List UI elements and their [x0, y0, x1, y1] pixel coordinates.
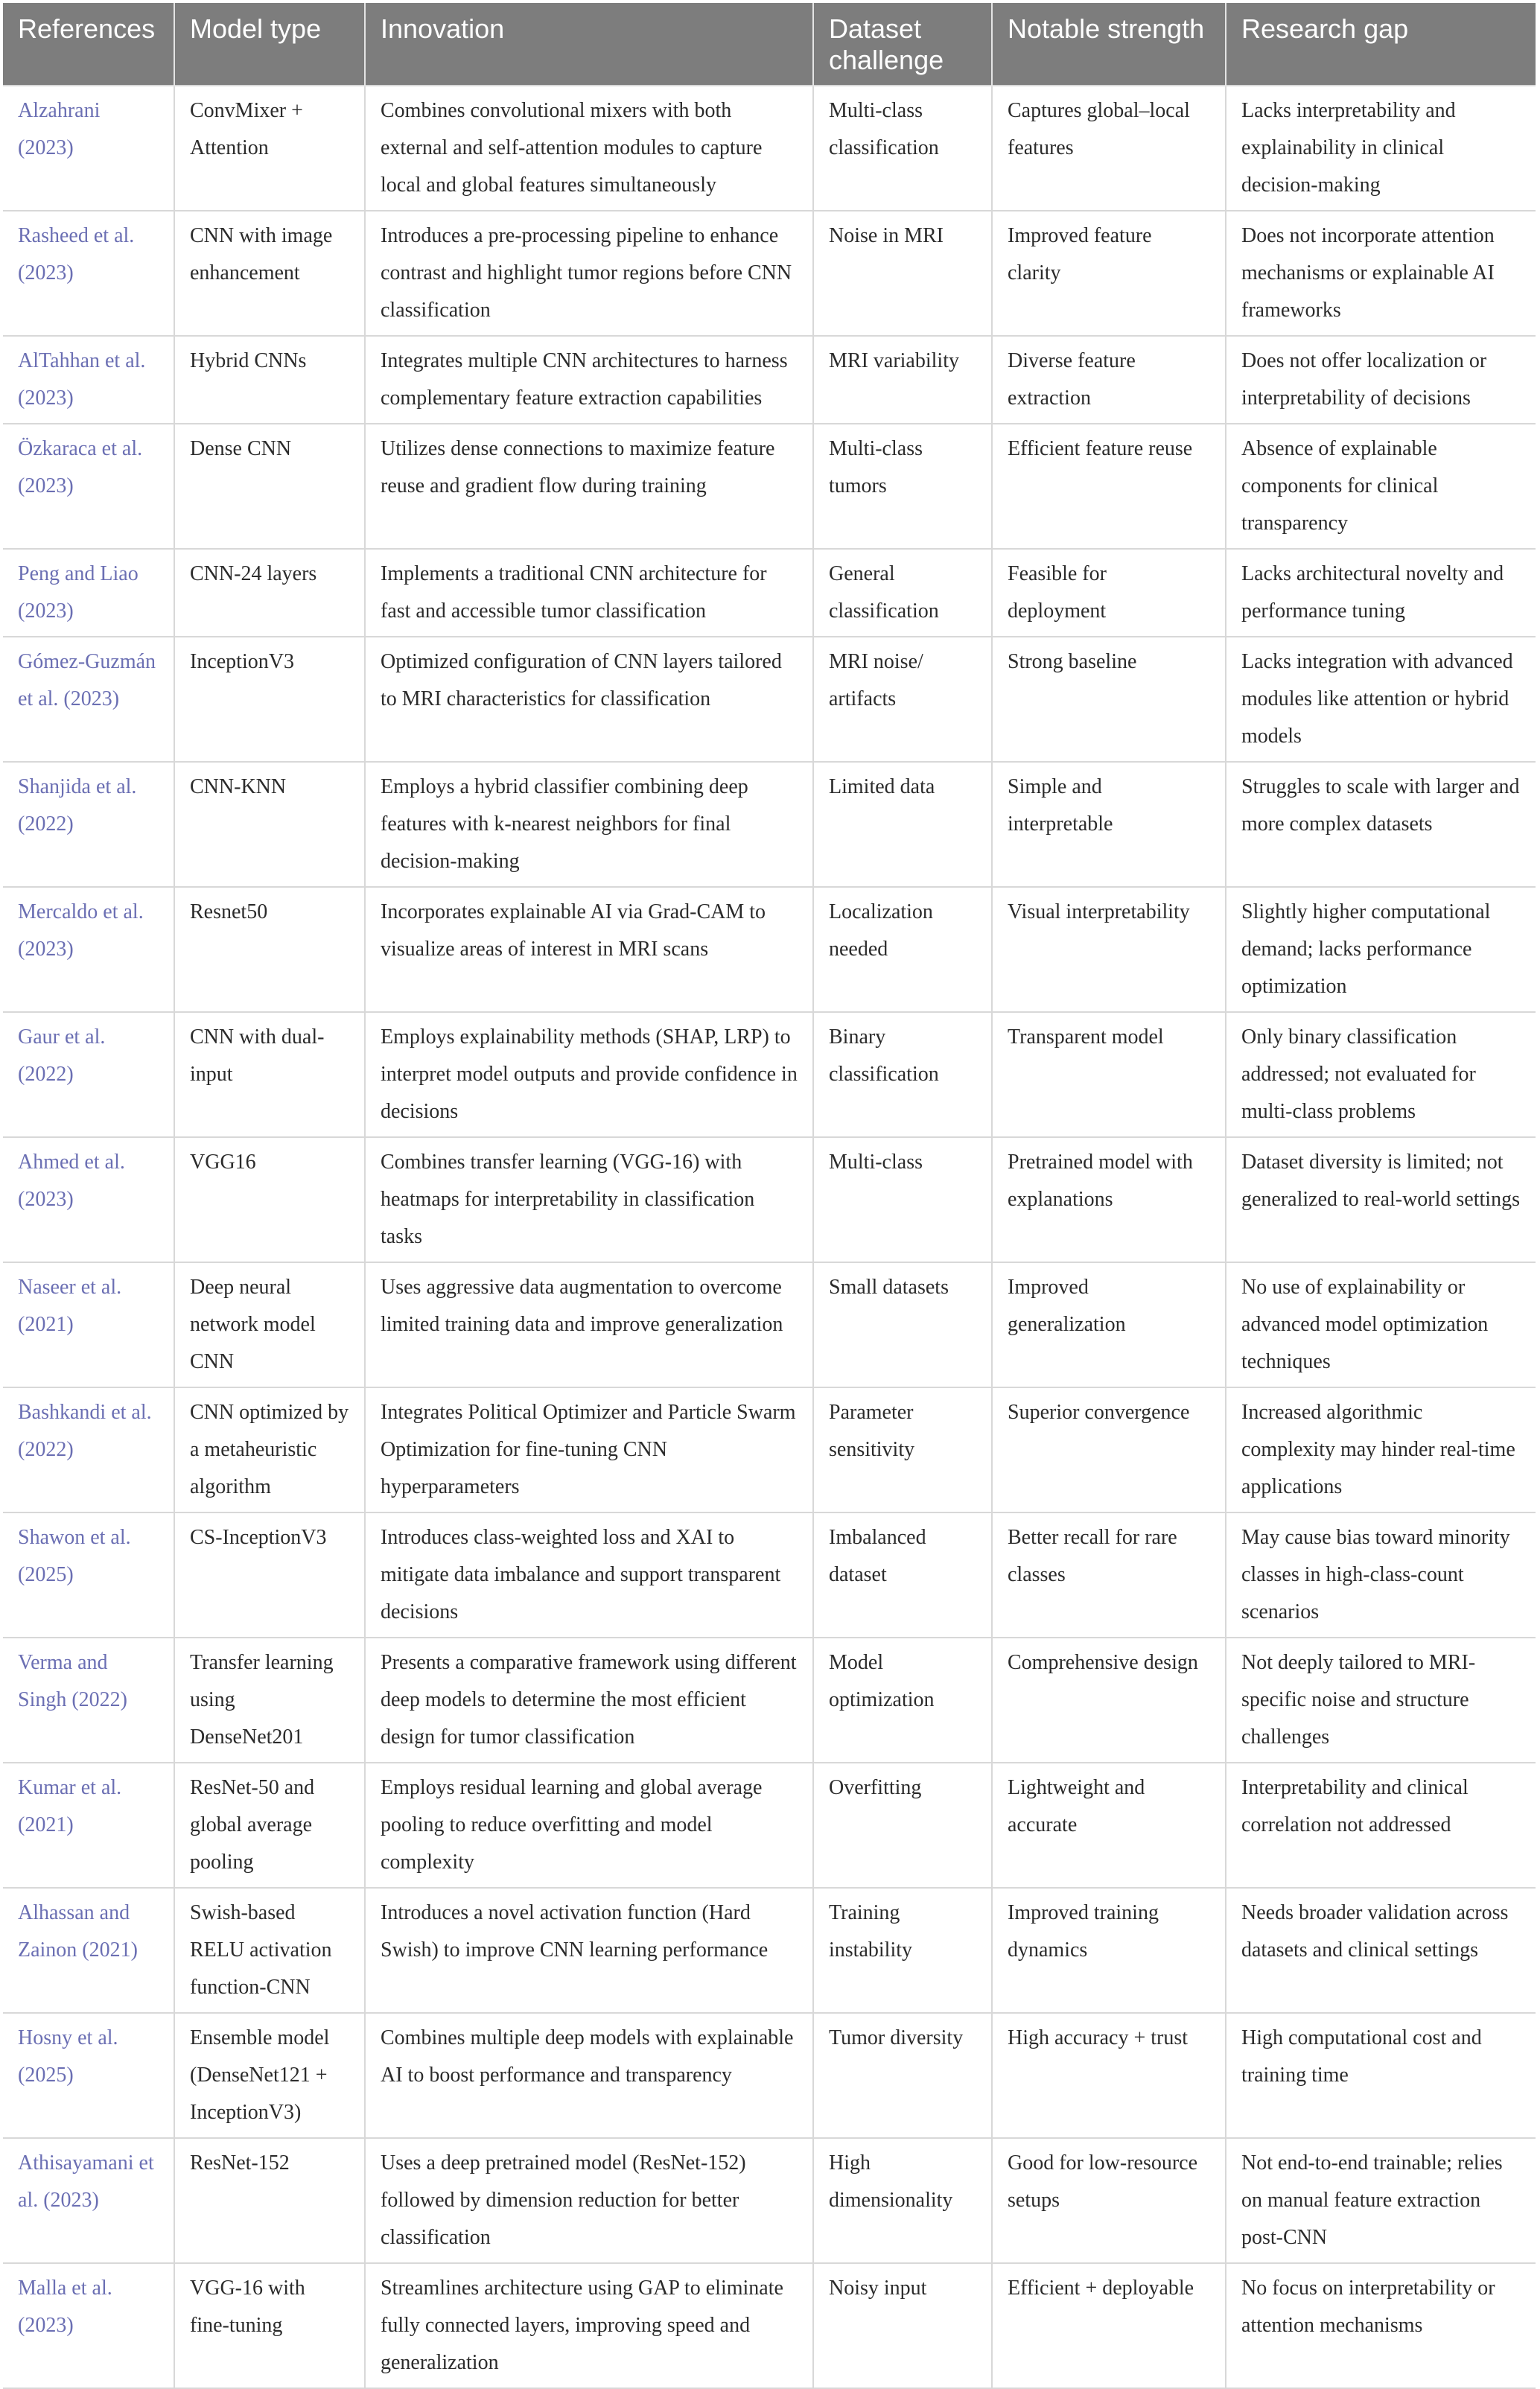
innovation-cell: Implements a traditional CNN architecture for fast and accessible tumor classification — [365, 549, 813, 637]
reference-link[interactable]: Rasheed et al. (2023) — [3, 211, 174, 336]
notable-strength-cell: Better recall for rare classes — [992, 1512, 1226, 1638]
model-type-cell: Resnet50 — [174, 887, 365, 1012]
dataset-challenge-cell: Noisy input — [813, 2263, 992, 2388]
model-type-cell: CS-InceptionV3 — [174, 1512, 365, 1638]
references-table-container — [3, 3, 1536, 2389]
notable-strength-cell: Efficient feature reuse — [992, 424, 1226, 549]
innovation-cell: Introduces a novel activation function (Hard Swish) to improve CNN learning performance — [365, 1888, 813, 2013]
table-row — [3, 1137, 1536, 1262]
table-row — [3, 637, 1536, 762]
research-gap-cell: High computational cost and training time — [1226, 2013, 1536, 2138]
reference-link[interactable]: Shanjida et al. (2022) — [3, 762, 174, 887]
research-gap-cell: Increased algorithmic complexity may hinder real-time applications — [1226, 1387, 1536, 1512]
notable-strength-cell: Pretrained model with explanations — [992, 1137, 1226, 1262]
references-table — [3, 3, 1536, 2389]
reference-link[interactable]: Peng and Liao (2023) — [3, 549, 174, 637]
dataset-challenge-cell: Training instability — [813, 1888, 992, 2013]
notable-strength-cell: Captures global–local features — [992, 86, 1226, 211]
model-type-cell: VGG-16 with fine-tuning — [174, 2263, 365, 2388]
research-gap-cell: Interpretability and clinical correlation not addressed — [1226, 1763, 1536, 1888]
model-type-cell: Transfer learning using DenseNet201 — [174, 1638, 365, 1763]
table-row — [3, 1262, 1536, 1387]
header-model-type: Model type — [174, 3, 365, 86]
table-row — [3, 424, 1536, 549]
table-row — [3, 211, 1536, 336]
research-gap-cell: Does not offer localization or interpretability of decisions — [1226, 336, 1536, 424]
model-type-cell: Ensemble model (DenseNet121 + InceptionV3) — [174, 2013, 365, 2138]
reference-link[interactable]: Hosny et al. (2025) — [3, 2013, 174, 2138]
model-type-cell: ResNet-152 — [174, 2138, 365, 2263]
model-type-cell: ConvMixer + Attention — [174, 86, 365, 211]
dataset-challenge-cell: Imbalanced dataset — [813, 1512, 992, 1638]
dataset-challenge-cell: Multi-class tumors — [813, 424, 992, 549]
reference-link[interactable]: Shawon et al. (2025) — [3, 1512, 174, 1638]
innovation-cell: Optimized configuration of CNN layers tailored to MRI characteristics for classification — [365, 637, 813, 762]
dataset-challenge-cell: MRI variability — [813, 336, 992, 424]
dataset-challenge-cell: Binary classification — [813, 1012, 992, 1137]
dataset-challenge-cell: Tumor diversity — [813, 2013, 992, 2138]
research-gap-cell: Not deeply tailored to MRI-specific noise and structure challenges — [1226, 1638, 1536, 1763]
reference-link[interactable]: Verma and Singh (2022) — [3, 1638, 174, 1763]
dataset-challenge-cell: Small datasets — [813, 1262, 992, 1387]
innovation-cell: Introduces class-weighted loss and XAI to mitigate data imbalance and support transparent decisions — [365, 1512, 813, 1638]
table-row — [3, 1763, 1536, 1888]
dataset-challenge-cell: Parameter sensitivity — [813, 1387, 992, 1512]
reference-link[interactable]: AlTahhan et al. (2023) — [3, 336, 174, 424]
reference-link[interactable]: Alzahrani (2023) — [3, 86, 174, 211]
reference-link[interactable]: Malla et al. (2023) — [3, 2263, 174, 2388]
header-notable-strength: Notable strength — [992, 3, 1226, 86]
innovation-cell: Integrates multiple CNN architectures to harness complementary feature extraction capabilities — [365, 336, 813, 424]
innovation-cell: Incorporates explainable AI via Grad-CAM to visualize areas of interest in MRI scans — [365, 887, 813, 1012]
table-row — [3, 2263, 1536, 2388]
reference-link[interactable]: Kumar et al. (2021) — [3, 1763, 174, 1888]
reference-link[interactable]: Gaur et al. (2022) — [3, 1012, 174, 1137]
notable-strength-cell: Improved feature clarity — [992, 211, 1226, 336]
model-type-cell: CNN-24 layers — [174, 549, 365, 637]
dataset-challenge-cell: General classification — [813, 549, 992, 637]
notable-strength-cell: High accuracy + trust — [992, 2013, 1226, 2138]
reference-link[interactable]: Mercaldo et al. (2023) — [3, 887, 174, 1012]
table-row — [3, 549, 1536, 637]
header-innovation: Innovation — [365, 3, 813, 86]
notable-strength-cell: Diverse feature extraction — [992, 336, 1226, 424]
dataset-challenge-cell: MRI noise/ artifacts — [813, 637, 992, 762]
innovation-cell: Streamlines architecture using GAP to eliminate fully connected layers, improving speed and generalization — [365, 2263, 813, 2388]
dataset-challenge-cell: Overfitting — [813, 1763, 992, 1888]
reference-link[interactable]: Alhassan and Zainon (2021) — [3, 1888, 174, 2013]
research-gap-cell: Slightly higher computational demand; lacks performance optimization — [1226, 887, 1536, 1012]
header-dataset-challenge: Dataset challenge — [813, 3, 992, 86]
notable-strength-cell: Simple and interpretable — [992, 762, 1226, 887]
dataset-challenge-cell: Limited data — [813, 762, 992, 887]
notable-strength-cell: Lightweight and accurate — [992, 1763, 1226, 1888]
innovation-cell: Combines transfer learning (VGG-16) with heatmaps for interpretability in classification tasks — [365, 1137, 813, 1262]
notable-strength-cell: Strong baseline — [992, 637, 1226, 762]
table-row — [3, 1888, 1536, 2013]
model-type-cell: Swish-based RELU activation function-CNN — [174, 1888, 365, 2013]
model-type-cell: Dense CNN — [174, 424, 365, 549]
table-row — [3, 887, 1536, 1012]
model-type-cell: CNN-KNN — [174, 762, 365, 887]
innovation-cell: Uses a deep pretrained model (ResNet-152) followed by dimension reduction for better classification — [365, 2138, 813, 2263]
innovation-cell: Uses aggressive data augmentation to overcome limited training data and improve generalization — [365, 1262, 813, 1387]
model-type-cell: VGG16 — [174, 1137, 365, 1262]
dataset-challenge-cell: Multi-class classification — [813, 86, 992, 211]
model-type-cell: InceptionV3 — [174, 637, 365, 762]
research-gap-cell: Does not incorporate attention mechanisms or explainable AI frameworks — [1226, 211, 1536, 336]
innovation-cell: Utilizes dense connections to maximize feature reuse and gradient flow during training — [365, 424, 813, 549]
innovation-cell: Presents a comparative framework using different deep models to determine the most efficient design for tumor classification — [365, 1638, 813, 1763]
dataset-challenge-cell: High dimensionality — [813, 2138, 992, 2263]
reference-link[interactable]: Gómez-Guzmán et al. (2023) — [3, 637, 174, 762]
reference-link[interactable]: Athisayamani et al. (2023) — [3, 2138, 174, 2263]
model-type-cell: CNN with dual-input — [174, 1012, 365, 1137]
reference-link[interactable]: Naseer et al. (2021) — [3, 1262, 174, 1387]
table-row — [3, 2013, 1536, 2138]
innovation-cell: Employs explainability methods (SHAP, LRP) to interpret model outputs and provide confidence in decisions — [365, 1012, 813, 1137]
table-row — [3, 1638, 1536, 1763]
reference-link[interactable]: Bashkandi et al. (2022) — [3, 1387, 174, 1512]
research-gap-cell: Dataset diversity is limited; not generalized to real-world settings — [1226, 1137, 1536, 1262]
dataset-challenge-cell: Model optimization — [813, 1638, 992, 1763]
notable-strength-cell: Improved generalization — [992, 1262, 1226, 1387]
research-gap-cell: No use of explainability or advanced model optimization techniques — [1226, 1262, 1536, 1387]
notable-strength-cell: Feasible for deployment — [992, 549, 1226, 637]
table-header — [3, 3, 1536, 86]
table-row — [3, 762, 1536, 887]
reference-link[interactable]: Ahmed et al. (2023) — [3, 1137, 174, 1262]
dataset-challenge-cell: Multi-class — [813, 1137, 992, 1262]
dataset-challenge-cell: Noise in MRI — [813, 211, 992, 336]
table-row — [3, 336, 1536, 424]
innovation-cell: Combines multiple deep models with explainable AI to boost performance and transparency — [365, 2013, 813, 2138]
research-gap-cell: No focus on interpretability or attention mechanisms — [1226, 2263, 1536, 2388]
table-row — [3, 1387, 1536, 1512]
reference-link[interactable]: Özkaraca et al. (2023) — [3, 424, 174, 549]
research-gap-cell: Lacks integration with advanced modules like attention or hybrid models — [1226, 637, 1536, 762]
table-body — [3, 86, 1536, 2388]
research-gap-cell: Not end-to-end trainable; relies on manual feature extraction post-CNN — [1226, 2138, 1536, 2263]
research-gap-cell: May cause bias toward minority classes in high-class-count scenarios — [1226, 1512, 1536, 1638]
table-row — [3, 1512, 1536, 1638]
model-type-cell: Hybrid CNNs — [174, 336, 365, 424]
innovation-cell: Employs a hybrid classifier combining deep features with k-nearest neighbors for final decision-making — [365, 762, 813, 887]
notable-strength-cell: Comprehensive design — [992, 1638, 1226, 1763]
notable-strength-cell: Superior convergence — [992, 1387, 1226, 1512]
innovation-cell: Introduces a pre-processing pipeline to enhance contrast and highlight tumor regions before CNN classification — [365, 211, 813, 336]
research-gap-cell: Only binary classification addressed; not evaluated for multi-class problems — [1226, 1012, 1536, 1137]
model-type-cell: Deep neural network model CNN — [174, 1262, 365, 1387]
notable-strength-cell: Efficient + deployable — [992, 2263, 1226, 2388]
model-type-cell: CNN with image enhancement — [174, 211, 365, 336]
research-gap-cell: Lacks architectural novelty and performance tuning — [1226, 549, 1536, 637]
header-row — [3, 3, 1536, 86]
table-row — [3, 2138, 1536, 2263]
research-gap-cell: Needs broader validation across datasets and clinical settings — [1226, 1888, 1536, 2013]
research-gap-cell: Lacks interpretability and explainability in clinical decision-making — [1226, 86, 1536, 211]
research-gap-cell: Struggles to scale with larger and more complex datasets — [1226, 762, 1536, 887]
dataset-challenge-cell: Localization needed — [813, 887, 992, 1012]
research-gap-cell: Absence of explainable components for clinical transparency — [1226, 424, 1536, 549]
innovation-cell: Employs residual learning and global average pooling to reduce overfitting and model complexity — [365, 1763, 813, 1888]
innovation-cell: Combines convolutional mixers with both external and self-attention modules to capture local and global features simultaneously — [365, 86, 813, 211]
header-research-gap: Research gap — [1226, 3, 1536, 86]
model-type-cell: CNN optimized by a metaheuristic algorithm — [174, 1387, 365, 1512]
innovation-cell: Integrates Political Optimizer and Particle Swarm Optimization for fine-tuning CNN hyperparameters — [365, 1387, 813, 1512]
model-type-cell: ResNet-50 and global average pooling — [174, 1763, 365, 1888]
notable-strength-cell: Transparent model — [992, 1012, 1226, 1137]
notable-strength-cell: Improved training dynamics — [992, 1888, 1226, 2013]
table-row — [3, 1012, 1536, 1137]
header-references: References — [3, 3, 174, 86]
notable-strength-cell: Visual interpretability — [992, 887, 1226, 1012]
notable-strength-cell: Good for low-resource setups — [992, 2138, 1226, 2263]
table-row — [3, 86, 1536, 211]
